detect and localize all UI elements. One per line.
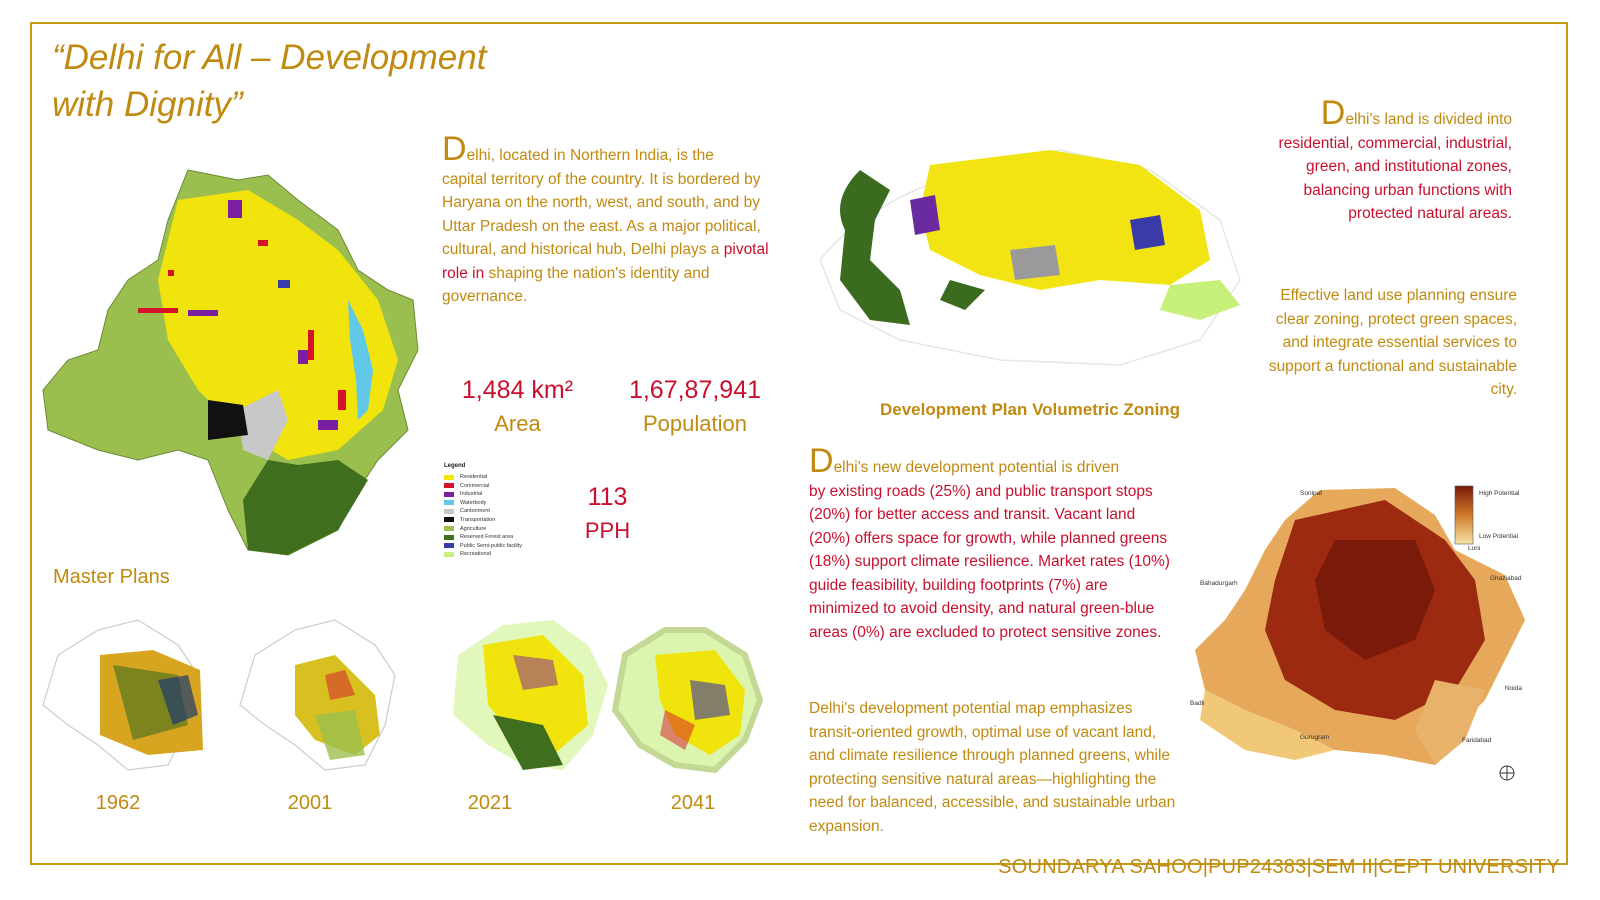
land-use-map xyxy=(38,160,428,560)
north-arrow-icon xyxy=(1500,766,1514,780)
place-label: Bahadurgarh xyxy=(1200,580,1238,587)
master-plans-heading: Master Plans xyxy=(53,566,170,588)
legend-item: Residential xyxy=(444,473,564,481)
volumetric-zoning-map xyxy=(800,110,1260,390)
legend-swatch xyxy=(444,492,454,497)
volumetric-caption: Development Plan Volumetric Zoning xyxy=(880,400,1181,419)
legend-item: Commercial xyxy=(444,482,564,490)
place-label: Noida xyxy=(1505,685,1522,692)
place-label: Loni xyxy=(1468,545,1481,552)
legend-swatch xyxy=(444,526,454,531)
area-label: Area xyxy=(494,411,541,436)
intro-paragraph: Delhi, located in Northern India, is the capital territory of the country. It is bordered by Haryana on the north, west, and south, and by Uttar Pradesh on the east. As a major political, cultural, and historical hub, Delhi plays a pivotal role in shaping the nation's identity and governance. xyxy=(442,130,769,305)
legend-swatch xyxy=(444,535,454,540)
legend-title: Legend xyxy=(444,463,466,469)
potential-paragraph: Delhi's new development potential is driven by existing roads (25%) and public transport stops (20%) for better access and transit. Vacant land (20%) offers space for growth, while planned greens (18%) support climate resilience. Market rates (10%) guide feasibility, building footprints (7%) are minimized to avoid density, and natural green-blue areas (0%) are excluded to protect sensitive zones. xyxy=(809,442,1170,641)
year-label-2041: 2041 xyxy=(670,792,716,814)
legend-swatch xyxy=(444,475,454,480)
population-label: Population xyxy=(643,411,747,436)
high-potential-label: High Potential xyxy=(1479,490,1520,497)
page-title: “Delhi for All – Development with Dignity” xyxy=(52,38,487,124)
legend-item: Industrial xyxy=(444,490,564,498)
legend-item: Recreational xyxy=(444,550,564,558)
low-potential-label: Low Potential xyxy=(1479,533,1519,540)
legend-swatch xyxy=(444,500,454,505)
place-label: Gurugram xyxy=(1300,734,1330,741)
master-plan-2001-map xyxy=(235,615,405,775)
area-stat xyxy=(445,376,590,437)
map-legend xyxy=(444,463,564,559)
master-plan-2041-map xyxy=(605,620,765,780)
place-label: Sonipat xyxy=(1300,490,1323,497)
legend-item: Agriculture xyxy=(444,525,564,533)
master-plan-2021-map xyxy=(443,615,613,775)
potential-summary-paragraph: Delhi's development potential map emphasizes transit-oriented growth, optimal use of vacant land, and climate resilience through planned greens, while protecting sensitive natural areas—highlighting the need for balanced, accessible, and sustainable urban expansion. xyxy=(809,700,1176,835)
place-label: Badli xyxy=(1190,700,1205,707)
legend-swatch xyxy=(444,483,454,488)
population-stat xyxy=(610,376,780,437)
land-use-dropcap: D xyxy=(1320,94,1346,132)
potential-dropcap: D xyxy=(809,442,834,480)
legend-item: Public Semi-public facility xyxy=(444,542,564,550)
density-stat xyxy=(570,483,645,544)
density-label: PPH xyxy=(584,518,631,543)
legend-item: Transportation xyxy=(444,516,564,524)
place-label: Faridabad xyxy=(1462,737,1492,744)
legend-item: Cantonment xyxy=(444,507,564,515)
population-value: 1,67,87,941 xyxy=(628,376,762,404)
intro-dropcap: D xyxy=(442,130,467,168)
legend-item: Waterbody xyxy=(444,499,564,507)
development-potential-map xyxy=(1185,480,1545,800)
land-use-paragraph: Delhi's land is divided into residential, commercial, industrial, green, and institutional zones, balancing urban functions with protected natural areas. xyxy=(1278,94,1512,222)
year-label-1962: 1962 xyxy=(95,792,141,814)
legend-swatch xyxy=(444,552,454,557)
legend-item: Reserved Forest area xyxy=(444,533,564,541)
area-value: 1,484 km² xyxy=(461,376,574,404)
place-label: Ghaziabad xyxy=(1490,575,1522,582)
legend-swatch xyxy=(444,509,454,514)
year-label-2021: 2021 xyxy=(467,792,513,814)
master-plan-1962-map xyxy=(38,615,208,775)
land-use-planning-paragraph: Effective land use planning ensure clear zoning, protect green spaces, and integrate essential services to support a functional and sustainable city. xyxy=(1268,287,1517,398)
legend-swatch xyxy=(444,517,454,522)
legend-swatch xyxy=(444,543,454,548)
year-label-2001: 2001 xyxy=(287,792,333,814)
density-value: 113 xyxy=(587,483,628,511)
footer-credit: SOUNDARYA SAHOO|PUP24383|SEM II|CEPT UNIVERSITY xyxy=(998,856,1560,878)
